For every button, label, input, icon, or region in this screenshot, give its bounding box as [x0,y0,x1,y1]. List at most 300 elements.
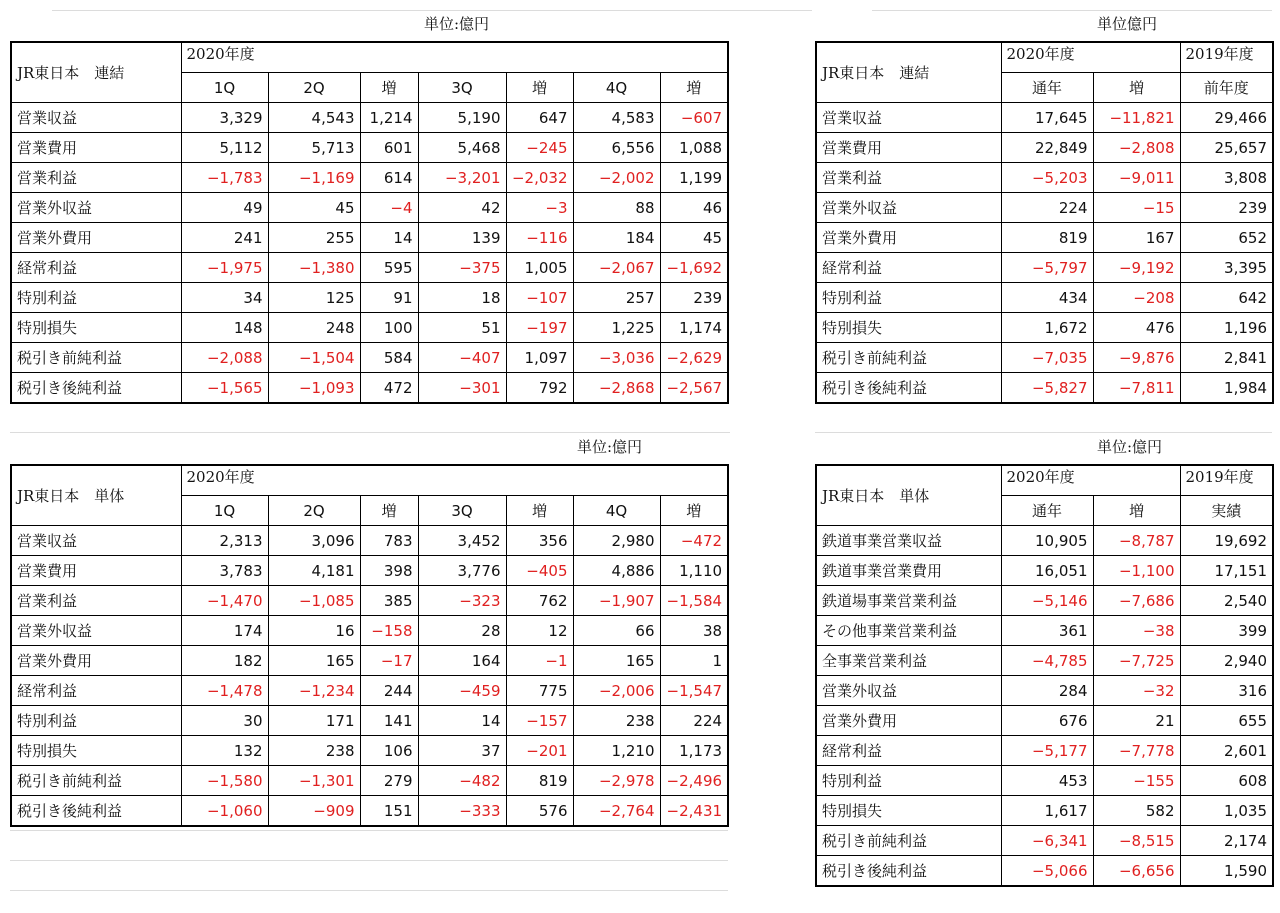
cell-value: −459 [418,676,506,706]
cell-value: 1,214 [360,103,418,133]
cell-value: 1,174 [660,313,728,343]
cell-value: −1,100 [1093,556,1180,586]
cell-value: −32 [1093,676,1180,706]
table-row [11,616,728,646]
cell-value: 16,051 [1001,556,1093,586]
row-label: 鉄道事業営業費用 [816,556,1001,586]
cell-value: 2,313 [181,526,268,556]
cell-value: 224 [1001,193,1093,223]
cell-value: −5,066 [1001,856,1093,887]
cell-value: 1,005 [506,253,573,283]
cell-value: −7,035 [1001,343,1093,373]
cell-value: −201 [506,736,573,766]
column-header: 1Q [181,73,268,103]
cell-value: 28 [418,616,506,646]
cell-value: 647 [506,103,573,133]
cell-value: 100 [360,313,418,343]
cell-value: 385 [360,586,418,616]
cell-value: −6,656 [1093,856,1180,887]
cell-value: −2,808 [1093,133,1180,163]
cell-value: 30 [181,706,268,736]
cell-value: −1,547 [660,676,728,706]
cell-value: 91 [360,283,418,313]
row-label: 税引き前純利益 [816,826,1001,856]
cell-value: 4,886 [573,556,660,586]
row-label: 経常利益 [816,253,1001,283]
cell-value: 164 [418,646,506,676]
cell-value: −3 [506,193,573,223]
cell-value: −9,192 [1093,253,1180,283]
cell-value: 1,110 [660,556,728,586]
cell-value: 165 [573,646,660,676]
cell-value: 762 [506,586,573,616]
cell-value: −1,060 [181,796,268,827]
cell-value: 5,190 [418,103,506,133]
row-label: 特別利益 [11,283,181,313]
table-row [816,736,1273,766]
cell-value: 1,984 [1180,373,1273,404]
cell-value: 652 [1180,223,1273,253]
cell-value: 783 [360,526,418,556]
cell-value: 18 [418,283,506,313]
cell-value: 106 [360,736,418,766]
row-label: 営業利益 [11,586,181,616]
row-label: 税引き後純利益 [816,856,1001,887]
table-row [816,616,1273,646]
consolidated-annual-table [815,41,1274,404]
unit-label-top-right: 単位億円 [1097,15,1158,33]
cell-value: 125 [268,283,360,313]
row-label: 営業費用 [816,133,1001,163]
cell-value: 25,657 [1180,133,1273,163]
cell-value: −5,146 [1001,586,1093,616]
cell-value: 167 [1093,223,1180,253]
cell-value: −4 [360,193,418,223]
table-row [11,223,728,253]
consolidated-quarterly-table [10,41,729,404]
cell-value: 38 [660,616,728,646]
cell-value: 608 [1180,766,1273,796]
row-label: その他事業営業利益 [816,616,1001,646]
cell-value: 45 [660,223,728,253]
cell-value: −2,629 [660,343,728,373]
cell-value: 3,452 [418,526,506,556]
cell-value: 2,601 [1180,736,1273,766]
cell-value: 10,905 [1001,526,1093,556]
cell-value: −2,496 [660,766,728,796]
cell-value: 244 [360,676,418,706]
cell-value: −1,234 [268,676,360,706]
cell-value: 2,174 [1180,826,1273,856]
cell-value: 576 [506,796,573,827]
cell-value: 174 [181,616,268,646]
cell-value: −2,431 [660,796,728,827]
company-label: JR東日本 単体 [11,465,181,526]
cell-value: 361 [1001,616,1093,646]
table-row [11,253,728,283]
cell-value: 148 [181,313,268,343]
cell-value: 3,783 [181,556,268,586]
cell-value: 3,776 [418,556,506,586]
table-row [816,856,1273,887]
cell-value: 42 [418,193,506,223]
cell-value: 2,940 [1180,646,1273,676]
cell-value: 139 [418,223,506,253]
cell-value: 655 [1180,706,1273,736]
table-row [816,796,1273,826]
cell-value: −482 [418,766,506,796]
cell-value: −2,567 [660,373,728,404]
cell-value: −1,478 [181,676,268,706]
cell-value: −1,301 [268,766,360,796]
cell-value: −1,169 [268,163,360,193]
cell-value: 819 [1001,223,1093,253]
table-row [816,586,1273,616]
cell-value: 4,543 [268,103,360,133]
cell-value: 4,181 [268,556,360,586]
cell-value: 22,849 [1001,133,1093,163]
cell-value: 1,173 [660,736,728,766]
unit-label-top-left: 単位:億円 [424,15,490,33]
cell-value: −9,011 [1093,163,1180,193]
cell-value: −2,067 [573,253,660,283]
cell-value: 3,096 [268,526,360,556]
table-row [11,556,728,586]
row-label: 営業外費用 [11,646,181,676]
cell-value: −4,785 [1001,646,1093,676]
table-row [816,133,1273,163]
cell-value: −2,868 [573,373,660,404]
cell-value: 595 [360,253,418,283]
table-row [11,313,728,343]
row-label: 営業収益 [816,103,1001,133]
standalone-quarterly-table [10,464,729,827]
company-label: JR東日本 単体 [816,465,1001,526]
column-header: 3Q [418,73,506,103]
fiscal-year-label: 2020年度 [1001,42,1180,73]
cell-value: 356 [506,526,573,556]
cell-value: 17,645 [1001,103,1093,133]
cell-value: 1,196 [1180,313,1273,343]
cell-value: −323 [418,586,506,616]
cell-value: −1,907 [573,586,660,616]
column-header: 前年度 [1180,73,1273,103]
cell-value: 1,672 [1001,313,1093,343]
cell-value: −5,177 [1001,736,1093,766]
table-row [816,526,1273,556]
row-label: 営業外費用 [816,223,1001,253]
cell-value: 88 [573,193,660,223]
table-row [11,646,728,676]
row-label: 営業外費用 [816,706,1001,736]
cell-value: −3,201 [418,163,506,193]
cell-value: −1,580 [181,766,268,796]
cell-value: −5,797 [1001,253,1093,283]
fiscal-year-label: 2020年度 [181,42,728,73]
row-label: 特別利益 [11,706,181,736]
cell-value: 775 [506,676,573,706]
cell-value: 3,808 [1180,163,1273,193]
table-row [11,283,728,313]
cell-value: 14 [418,706,506,736]
cell-value: 2,980 [573,526,660,556]
cell-value: 12 [506,616,573,646]
cell-value: −7,778 [1093,736,1180,766]
cell-value: 184 [573,223,660,253]
cell-value: 224 [660,706,728,736]
cell-value: −2,978 [573,766,660,796]
cell-value: −3,036 [573,343,660,373]
row-label: 税引き後純利益 [11,373,181,404]
cell-value: 2,841 [1180,343,1273,373]
cell-value: −1,975 [181,253,268,283]
cell-value: 5,468 [418,133,506,163]
cell-value: 398 [360,556,418,586]
table-row [816,766,1273,796]
cell-value: 1 [660,646,728,676]
cell-value: 257 [573,283,660,313]
cell-value: −405 [506,556,573,586]
cell-value: 141 [360,706,418,736]
row-label: 営業外収益 [11,193,181,223]
row-label: 特別損失 [11,313,181,343]
cell-value: −1,504 [268,343,360,373]
column-header: 3Q [418,496,506,526]
fiscal-year-label: 2020年度 [1001,465,1180,496]
cell-value: −1,584 [660,586,728,616]
row-label: 鉄道場事業営業利益 [816,586,1001,616]
cell-value: 614 [360,163,418,193]
row-label: 営業外費用 [11,223,181,253]
cell-value: 582 [1093,796,1180,826]
table-row [11,373,728,404]
cell-value: 284 [1001,676,1093,706]
cell-value: −7,686 [1093,586,1180,616]
cell-value: 453 [1001,766,1093,796]
column-header: 増 [360,496,418,526]
company-label: JR東日本 連結 [11,42,181,103]
cell-value: 171 [268,706,360,736]
cell-value: 165 [268,646,360,676]
cell-value: 1,088 [660,133,728,163]
cell-value: 472 [360,373,418,404]
cell-value: 1,590 [1180,856,1273,887]
row-label: 営業外収益 [816,193,1001,223]
row-label: 全事業営業利益 [816,646,1001,676]
cell-value: −5,827 [1001,373,1093,404]
row-label: 営業外収益 [816,676,1001,706]
row-label: 特別損失 [816,796,1001,826]
table-row [816,253,1273,283]
cell-value: 19,692 [1180,526,1273,556]
cell-value: 476 [1093,313,1180,343]
row-label: 税引き前純利益 [11,343,181,373]
cell-value: 16 [268,616,360,646]
cell-value: 1,225 [573,313,660,343]
table-row [11,193,728,223]
cell-value: 51 [418,313,506,343]
cell-value: −7,811 [1093,373,1180,404]
cell-value: 819 [506,766,573,796]
cell-value: −1,565 [181,373,268,404]
cell-value: −2,006 [573,676,660,706]
cell-value: 29,466 [1180,103,1273,133]
cell-value: −11,821 [1093,103,1180,133]
table-row [816,826,1273,856]
cell-value: −8,515 [1093,826,1180,856]
cell-value: 279 [360,766,418,796]
cell-value: 17,151 [1180,556,1273,586]
cell-value: −245 [506,133,573,163]
cell-value: 34 [181,283,268,313]
cell-value: 1,617 [1001,796,1093,826]
row-label: 特別利益 [816,283,1001,313]
table-row [11,163,728,193]
cell-value: 21 [1093,706,1180,736]
cell-value: −38 [1093,616,1180,646]
table-row [11,133,728,163]
cell-value: −1,783 [181,163,268,193]
column-header: 4Q [573,496,660,526]
column-header: 増 [506,73,573,103]
row-label: 経常利益 [11,253,181,283]
table-row [816,103,1273,133]
cell-value: 316 [1180,676,1273,706]
cell-value: 5,713 [268,133,360,163]
row-label: 特別利益 [816,766,1001,796]
column-header: 2Q [268,73,360,103]
cell-value: 239 [1180,193,1273,223]
cell-value: −208 [1093,283,1180,313]
prev-year-label: 2019年度 [1180,465,1273,496]
cell-value: −2,032 [506,163,573,193]
unit-label-bottom-right: 単位:億円 [1097,438,1163,456]
cell-value: −6,341 [1001,826,1093,856]
cell-value: 676 [1001,706,1093,736]
cell-value: −607 [660,103,728,133]
cell-value: 2,540 [1180,586,1273,616]
cell-value: −375 [418,253,506,283]
cell-value: −1 [506,646,573,676]
table-row [816,556,1273,586]
table-row [816,373,1273,404]
column-header: 増 [506,496,573,526]
table-row [11,736,728,766]
cell-value: 241 [181,223,268,253]
cell-value: 642 [1180,283,1273,313]
column-header: 増 [1093,73,1180,103]
row-label: 税引き後純利益 [11,796,181,827]
row-label: 経常利益 [11,676,181,706]
cell-value: −5,203 [1001,163,1093,193]
cell-value: 601 [360,133,418,163]
cell-value: 14 [360,223,418,253]
table-row [816,163,1273,193]
cell-value: 151 [360,796,418,827]
column-header: 通年 [1001,73,1093,103]
cell-value: 238 [268,736,360,766]
cell-value: −155 [1093,766,1180,796]
table-row [11,796,728,827]
cell-value: −8,787 [1093,526,1180,556]
table-row [816,706,1273,736]
cell-value: 132 [181,736,268,766]
cell-value: 1,210 [573,736,660,766]
row-label: 営業利益 [11,163,181,193]
row-label: 営業費用 [11,133,181,163]
column-header: 1Q [181,496,268,526]
row-label: 税引き前純利益 [11,766,181,796]
column-header: 4Q [573,73,660,103]
column-header: 増 [660,496,728,526]
table-row [816,193,1273,223]
cell-value: 792 [506,373,573,404]
cell-value: −1,380 [268,253,360,283]
column-header: 増 [660,73,728,103]
table-row [816,343,1273,373]
cell-value: −157 [506,706,573,736]
cell-value: −107 [506,283,573,313]
cell-value: 4,583 [573,103,660,133]
cell-value: −7,725 [1093,646,1180,676]
cell-value: 66 [573,616,660,646]
row-label: 営業収益 [11,103,181,133]
cell-value: −909 [268,796,360,827]
cell-value: −116 [506,223,573,253]
cell-value: 1,097 [506,343,573,373]
row-label: 営業費用 [11,556,181,586]
table-row [11,676,728,706]
unit-label-bottom-left: 単位:億円 [577,438,643,456]
row-label: 税引き前純利益 [816,343,1001,373]
standalone-annual-table [815,464,1274,887]
row-label: 営業外収益 [11,616,181,646]
cell-value: −472 [660,526,728,556]
cell-value: −2,088 [181,343,268,373]
table-row [11,526,728,556]
fiscal-year-label: 2020年度 [181,465,728,496]
column-header: 通年 [1001,496,1093,526]
cell-value: −17 [360,646,418,676]
cell-value: 37 [418,736,506,766]
table-row [11,706,728,736]
cell-value: −197 [506,313,573,343]
cell-value: −15 [1093,193,1180,223]
row-label: 営業利益 [816,163,1001,193]
column-header: 増 [360,73,418,103]
table-row [11,586,728,616]
cell-value: 248 [268,313,360,343]
cell-value: 239 [660,283,728,313]
cell-value: 434 [1001,283,1093,313]
cell-value: 584 [360,343,418,373]
column-header: 実績 [1180,496,1273,526]
row-label: 鉄道事業営業収益 [816,526,1001,556]
row-label: 税引き後純利益 [816,373,1001,404]
table-row [816,676,1273,706]
cell-value: 6,556 [573,133,660,163]
row-label: 特別損失 [11,736,181,766]
cell-value: −407 [418,343,506,373]
cell-value: −1,085 [268,586,360,616]
cell-value: −9,876 [1093,343,1180,373]
cell-value: −1,470 [181,586,268,616]
cell-value: −2,002 [573,163,660,193]
cell-value: −1,093 [268,373,360,404]
row-label: 特別損失 [816,313,1001,343]
cell-value: 46 [660,193,728,223]
cell-value: −158 [360,616,418,646]
